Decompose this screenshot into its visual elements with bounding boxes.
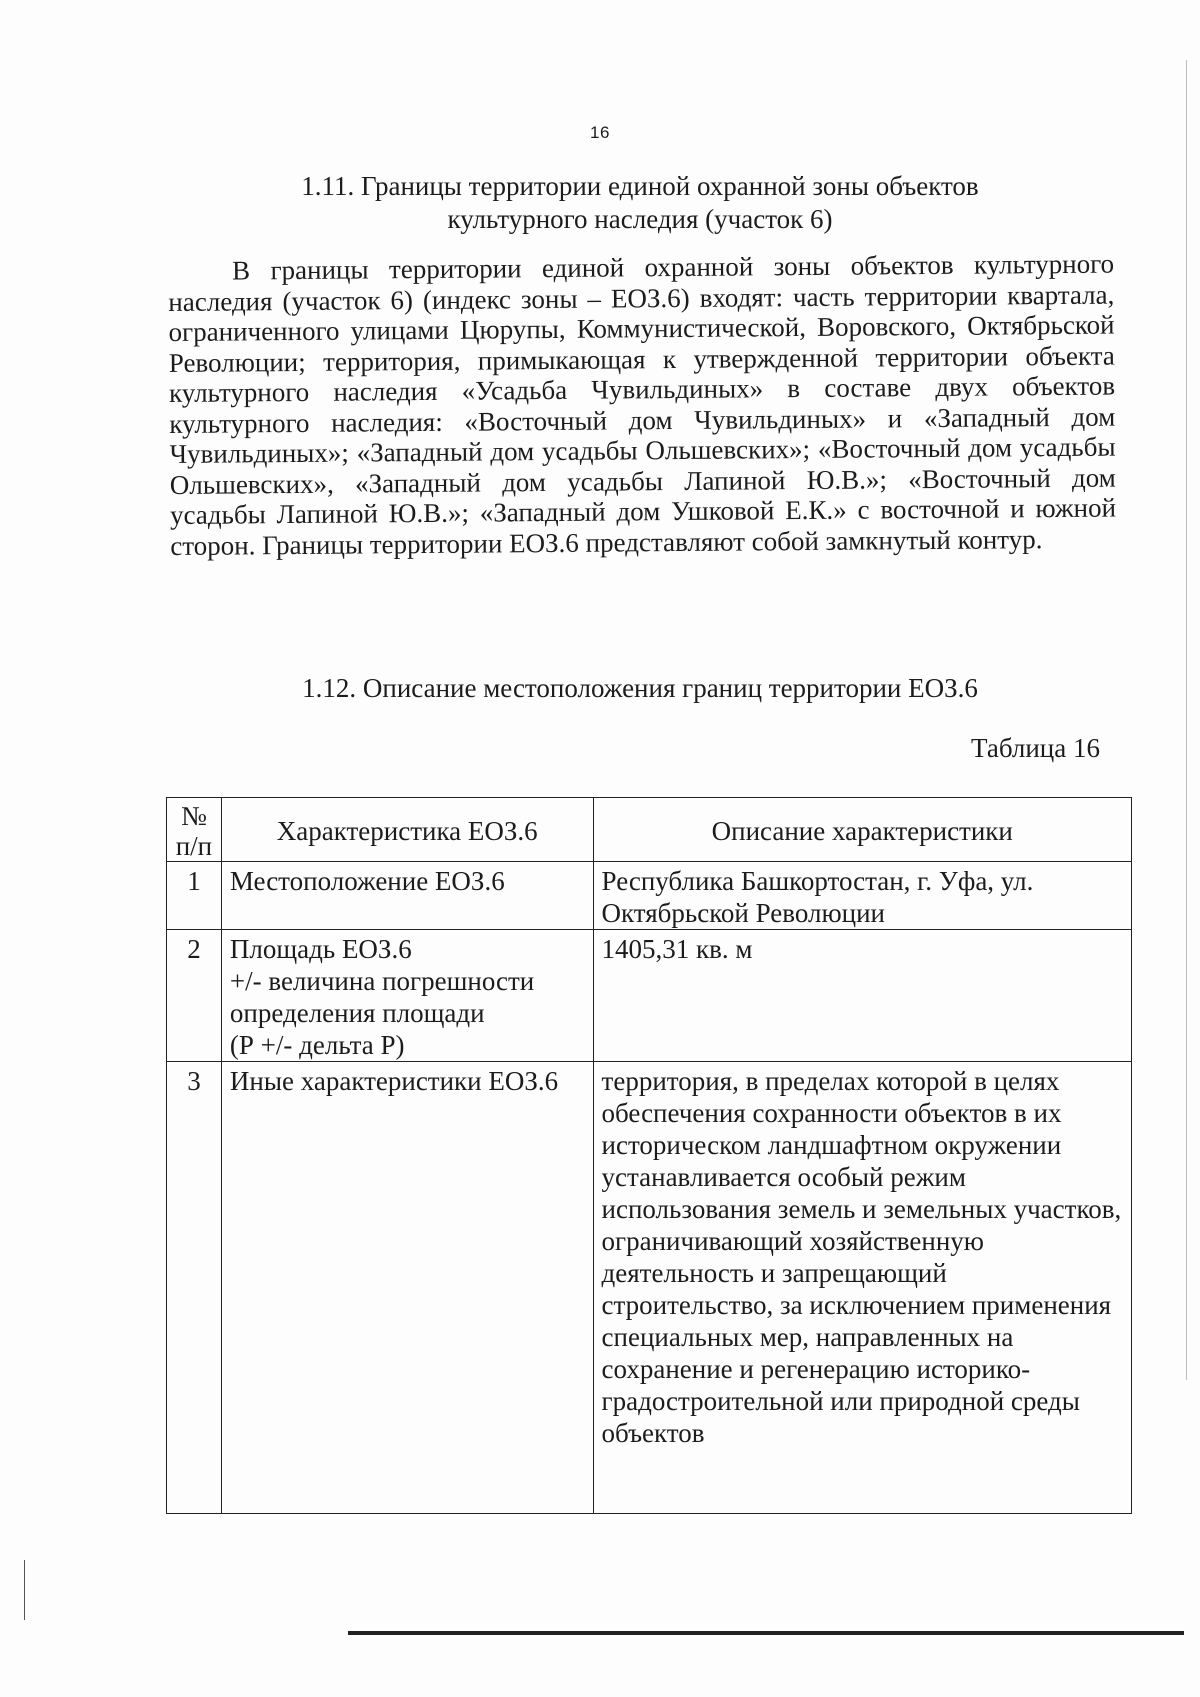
table-row: [167, 930, 1132, 1062]
row-number: 2: [167, 930, 222, 1062]
row-characteristic: [221, 930, 593, 1062]
header-description: Описание характеристики: [593, 798, 1131, 862]
table-caption: Таблица 16: [971, 733, 1100, 763]
row-description: Республика Башкортостан, г. Уфа, ул. Октябрьской Революции: [593, 862, 1131, 930]
table-header-row: [167, 798, 1132, 862]
row-description: 1405,31 кв. м: [593, 930, 1131, 1062]
section-heading-1-11-line2: культурного наследия (участок 6): [447, 204, 833, 234]
row-characteristic: [221, 1062, 593, 1514]
page-number: 16: [590, 123, 610, 142]
table-row: [167, 1062, 1132, 1514]
header-characteristic: Характеристика ЕОЗ.6: [221, 798, 593, 862]
characteristics-table: [166, 797, 1132, 1514]
scan-margin-line-right: [1186, 60, 1187, 1380]
header-number-abbr: п/п: [175, 831, 213, 861]
section-1-11-paragraph: В границы территории единой охранной зоны объектов культурного наследия (участок 6) (индекс зоны – ЕОЗ.6) входят: часть территории квартала, ограниченного улицами Цюрупы, Коммунистической, Воровского, Октябрьской Революции; территория, примыкающая к утвержденной территории объекта культурного наследия «Усадьба Чувильдиных» в составе двух объектов культурного наследия: «Восточный дом Чувильдиных» и «Западный дом Чувильдиных»; «Западный дом усадьбы Ольшевских»; «Восточный дом усадьбы Ольшевских», «Западный дом усадьбы Лапиной Ю.В.»; «Восточный дом усадьбы Лапиной Ю.В.»; «Западный дом Ушковой Е.К.» с восточной и южной сторон. Границы территории ЕОЗ.6 представляют собой замкнутый контур.: [168, 248, 1117, 561]
header-number: [167, 798, 222, 862]
characteristic-line: Местоположение ЕОЗ.6: [229, 866, 505, 896]
section-heading-1-11-line1: 1.11. Границы территории единой охранной зоны объектов: [301, 171, 979, 201]
row-number: 3: [167, 1062, 222, 1514]
scan-margin-line-left: [24, 1560, 25, 1620]
characteristic-line: +/- величина погрешности: [229, 966, 535, 996]
section-heading-1-12: 1.12. Описание местоположения границ территории ЕОЗ.6: [302, 673, 978, 703]
row-characteristic: [221, 862, 593, 930]
row-description: территория, в пределах которой в целях обеспечения сохранности объектов в их историческом ландшафтном окружении устанавливается особый режим использования земель и земельных участков, ограничивающий хозяйственную деятельность и запрещающий строительство, за исключением применения специальных мер, направленных на сохранение и регенерацию историко-градостроительной или природной среды объектов: [593, 1062, 1131, 1514]
table-row: [167, 862, 1132, 930]
characteristic-line: определения площади: [229, 998, 485, 1028]
section-heading-1-11: [160, 170, 1120, 236]
characteristic-line: Иные характеристики ЕОЗ.6: [229, 1066, 559, 1096]
header-number-symbol: №: [181, 801, 207, 831]
scan-footer-bar: [348, 1631, 1184, 1635]
row-number: 1: [167, 862, 222, 930]
characteristic-line: Площадь ЕОЗ.6: [229, 934, 412, 964]
characteristic-line: (Р +/- дельта Р): [229, 1030, 405, 1060]
